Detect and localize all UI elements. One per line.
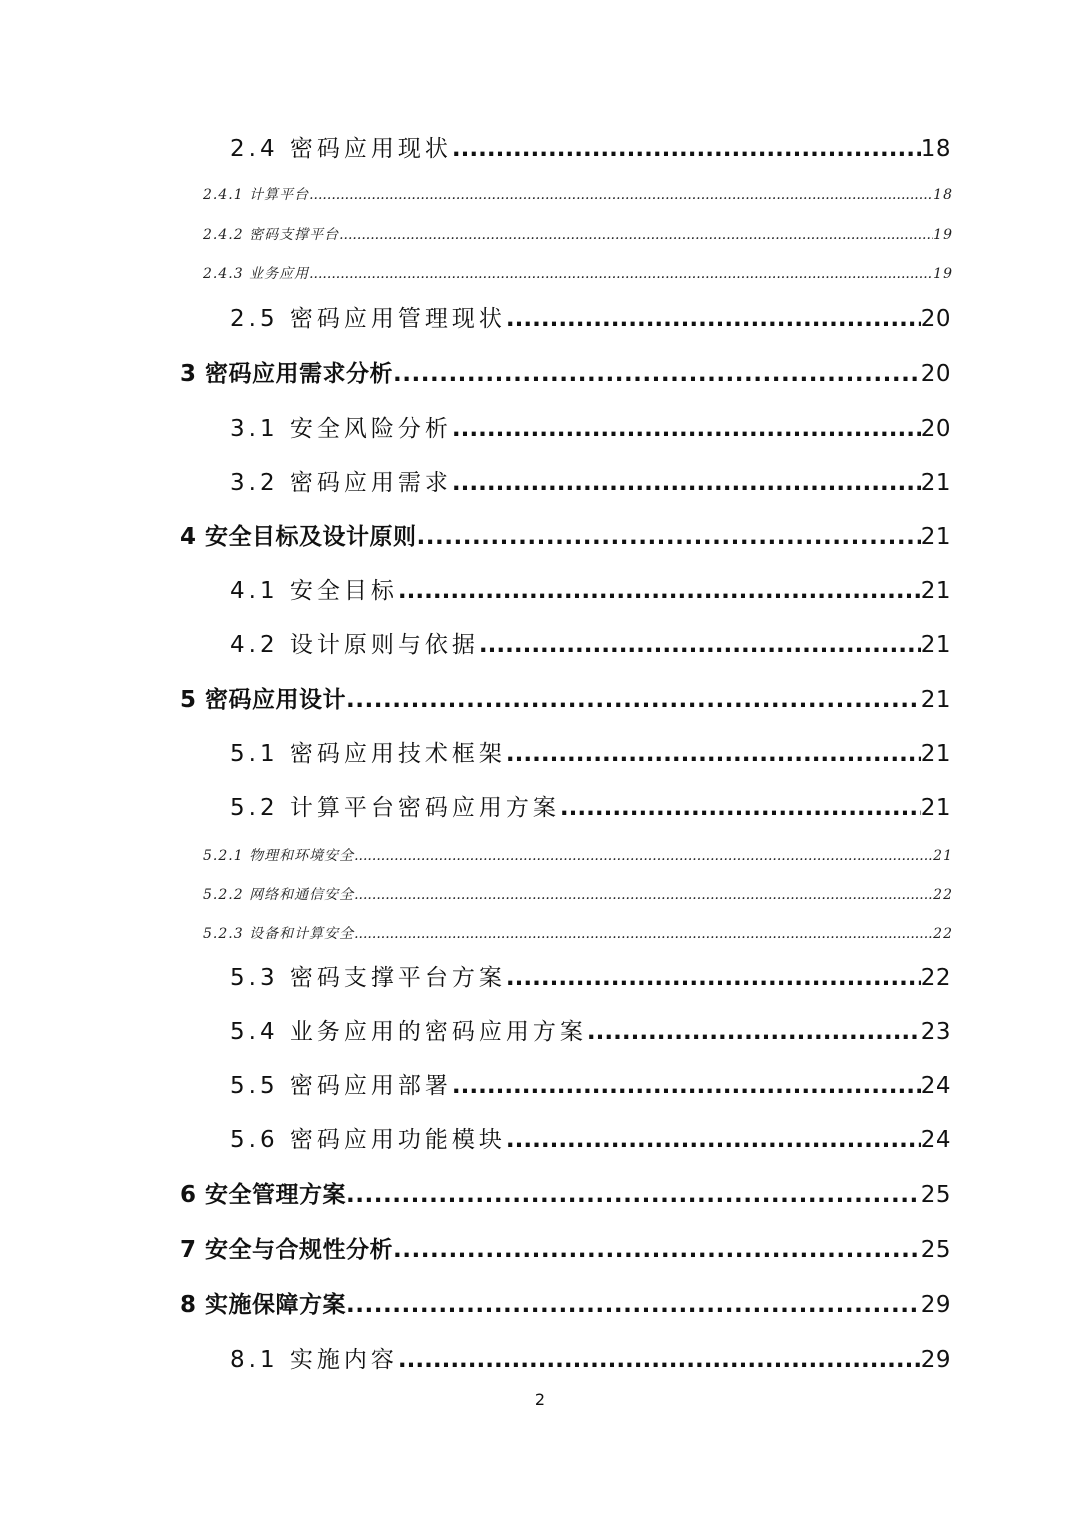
toc-entry-page: 18: [920, 136, 951, 162]
dot-leader: [452, 416, 921, 442]
toc-entry[interactable]: [180, 1231, 951, 1264]
toc-entry-title: 5.4 业务应用的密码应用方案: [230, 1019, 587, 1045]
toc-entry-page: 20: [920, 416, 951, 442]
page-number: 2: [534, 1390, 546, 1409]
toc-entry-title: 2.5 密码应用管理现状: [230, 306, 506, 332]
toc-entry[interactable]: [180, 1176, 951, 1209]
toc-entry-title: 5.5 密码应用部署: [230, 1073, 452, 1099]
toc-entry-page: 21: [920, 524, 951, 550]
dot-leader: [354, 887, 933, 903]
dot-leader: [506, 1127, 921, 1153]
toc-entry[interactable]: [230, 572, 951, 605]
toc-entry-title: 3.1 安全风险分析: [230, 416, 452, 442]
toc-entry-page: 20: [920, 361, 951, 387]
dot-leader: [506, 965, 921, 991]
toc-entry[interactable]: [230, 1121, 951, 1154]
dot-leader: [398, 1347, 921, 1373]
toc-entry-title: 5.2.1 物理和环境安全: [203, 848, 355, 864]
dot-leader: [354, 848, 933, 864]
toc-entry[interactable]: [203, 884, 953, 904]
dot-leader: [452, 470, 921, 496]
toc-entry-title: 7 安全与合规性分析: [180, 1237, 394, 1263]
toc-entry[interactable]: [230, 1341, 951, 1374]
toc-entry[interactable]: [180, 681, 951, 714]
dot-leader: [339, 227, 933, 243]
dot-leader: [417, 524, 921, 550]
toc-entry[interactable]: [203, 224, 953, 244]
toc-entry-page: 29: [920, 1292, 951, 1318]
toc-entry-page: 22: [933, 926, 953, 942]
toc-entry[interactable]: [203, 923, 953, 943]
toc-entry[interactable]: [230, 410, 951, 443]
toc-entry-title: 5.3 密码支撑平台方案: [230, 965, 506, 991]
dot-leader: [309, 266, 933, 282]
toc-entry[interactable]: [230, 464, 951, 497]
toc-entry-title: 5.2.2 网络和通信安全: [203, 887, 355, 903]
toc-entry-page: 19: [933, 227, 953, 243]
dot-leader: [506, 741, 921, 767]
toc-entry-title: 2.4.1 计算平台: [203, 187, 310, 203]
toc-entry-title: 6 安全管理方案: [180, 1182, 347, 1208]
toc-entry[interactable]: [203, 184, 953, 204]
toc-entry[interactable]: [180, 1286, 951, 1319]
toc-entry[interactable]: [230, 1013, 951, 1046]
toc-entry-title: 8 实施保障方案: [180, 1292, 347, 1318]
toc-entry-title: 5 密码应用设计: [180, 687, 347, 713]
toc-entry-page: 18: [933, 187, 953, 203]
dot-leader: [398, 578, 921, 604]
toc-entry-title: 5.1 密码应用技术框架: [230, 741, 506, 767]
toc-entry-page: 19: [933, 266, 953, 282]
toc-entry-page: 21: [920, 741, 951, 767]
dot-leader: [346, 1292, 921, 1318]
toc-entry-title: 3.2 密码应用需求: [230, 470, 452, 496]
toc-entry-page: 22: [920, 965, 951, 991]
toc-entry-title: 4.2 设计原则与依据: [230, 632, 479, 658]
toc-entry[interactable]: [180, 518, 951, 551]
toc-entry-title: 5.2 计算平台密码应用方案: [230, 795, 560, 821]
toc-entry[interactable]: [203, 263, 953, 283]
toc-entry[interactable]: [230, 130, 951, 163]
toc-entry-page: 25: [920, 1237, 951, 1263]
dot-leader: [346, 687, 921, 713]
dot-leader: [393, 361, 921, 387]
toc-entry-title: 5.2.3 设备和计算安全: [203, 926, 355, 942]
toc-entry[interactable]: [230, 300, 951, 333]
dot-leader: [354, 926, 933, 942]
toc-entry[interactable]: [230, 789, 951, 822]
toc-entry[interactable]: [230, 735, 951, 768]
toc-entry[interactable]: [230, 626, 951, 659]
toc-entry-title: 4 安全目标及设计原则: [180, 524, 417, 550]
toc-entry-title: 8.1 实施内容: [230, 1347, 398, 1373]
toc-entry-page: 21: [920, 470, 951, 496]
toc-entry-title: 2.4 密码应用现状: [230, 136, 452, 162]
toc-entry-page: 24: [920, 1073, 951, 1099]
toc-entry-page: 29: [920, 1347, 951, 1373]
toc-entry-title: 5.6 密码应用功能模块: [230, 1127, 506, 1153]
dot-leader: [393, 1237, 921, 1263]
dot-leader: [560, 795, 921, 821]
dot-leader: [452, 136, 921, 162]
dot-leader: [587, 1019, 921, 1045]
toc-entry[interactable]: [230, 959, 951, 992]
toc-entry-page: 22: [933, 887, 953, 903]
toc-entry-page: 21: [920, 795, 951, 821]
toc-entry-page: 24: [920, 1127, 951, 1153]
toc-entry-title: 4.1 安全目标: [230, 578, 398, 604]
dot-leader: [452, 1073, 921, 1099]
toc-entry-title: 3 密码应用需求分析: [180, 361, 394, 387]
dot-leader: [309, 187, 933, 203]
dot-leader: [346, 1182, 921, 1208]
dot-leader: [479, 632, 921, 658]
toc-entry[interactable]: [230, 1067, 951, 1100]
toc-entry-page: 21: [920, 632, 951, 658]
toc-entry[interactable]: [180, 355, 951, 388]
toc-entry-page: 21: [933, 848, 953, 864]
dot-leader: [506, 306, 921, 332]
toc-entry-page: 23: [920, 1019, 951, 1045]
toc-entry-page: 25: [920, 1182, 951, 1208]
toc-entry-title: 2.4.3 业务应用: [203, 266, 310, 282]
toc-entry[interactable]: [203, 845, 953, 865]
toc-entry-title: 2.4.2 密码支撑平台: [203, 227, 340, 243]
toc-entry-page: 20: [920, 306, 951, 332]
toc-entry-page: 21: [920, 578, 951, 604]
toc-entry-page: 21: [920, 687, 951, 713]
